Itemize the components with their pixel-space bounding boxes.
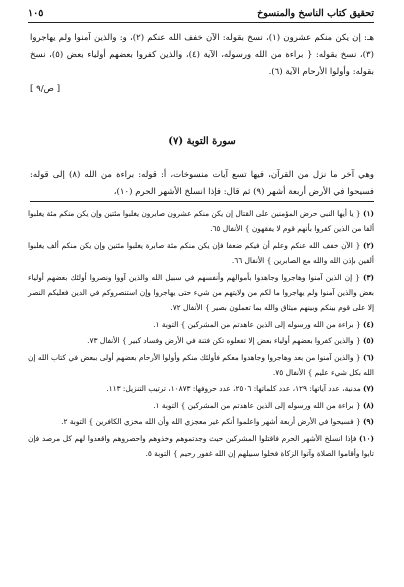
footnote-8: (٨) { براءة من الله ورسوله إلى الذين عاهدتم من المشركين } التوبة ١.: [153, 400, 374, 410]
footnote-divider: [30, 201, 374, 202]
footnotes: [28, 206, 374, 463]
footnote-3: (٣) { إن الذين آمنوا وهاجروا وجاهدوا بأموالهم وأنفسهم في سبيل الله والذين آووا ونصروا أولئك بعضهم أولياء بعض والذين آمنوا ولم يهاجروا ما لكم من ولايتهم من شيء حتى يهاجروا وإن استنصروكم في الدين فعليكم النصر إلا على قوم بينكم وبينهم ميثاق والله بما تعملون بصير } الأنفال ٧٢.: [28, 272, 374, 313]
footnote-1: (١) { يا أيها النبي حرض المؤمنين على القتال إن يكن منكم عشرون صابرون يغلبوا مئتين وإن يكن منكم مئة يغلبوا ألفا من الذين كفروا بأنهم قوم لا يفقهون } الأنفال ٦٥.: [28, 209, 374, 234]
page-number: ١٠٥: [28, 7, 44, 19]
footnote-10: (١٠) فإذا انسلخ الأشهر الحرم فاقتلوا المشركين حيث وجدتموهم وخذوهم واحصروهم واقعدوا لهم كل مرصد فإن تابوا وأقاموا الصلاة وآتوا الزكاة فخلوا سبيلهم إن الله غفور رحيم } التوبة ٥.: [28, 433, 374, 459]
running-header: [28, 6, 374, 20]
footnote-5: (٥) { والذين كفروا بعضهم أولياء بعض إلا تفعلوه تكن فتنة في الأرض وفساد كبير } الأنفال ٧٣.: [87, 336, 374, 346]
footnote-9: (٩) { فسيحوا في الأرض أربعة أشهر واعلموا أنكم غير معجزي الله وأن الله مخزي الكافرين } التوبة ٢.: [61, 417, 374, 427]
footnote-7: (٧) مدنية، عدد آياتها: ١٢٩، عدد كلماتها: ٢٥٠٦، عدد حروفها: ١٠٨٧٣، ترتيب التنزيل: ١١٣.: [106, 384, 374, 394]
main-text: [30, 30, 374, 98]
footnote-4: (٤) { براءة من الله ورسوله إلى الذين عاهدتم من المشركين } التوبة ١.: [153, 319, 374, 329]
footnote-6: (٦) { والذين آمنوا من بعد وهاجروا وجاهدوا معكم فأولئك منكم وأولوا الأرحام بعضهم أولى ببعض في كتاب الله إن الله بكل شيء عليم } الأنفال ٧٥.: [28, 352, 374, 378]
surah-heading: سورة التوبة (٧): [168, 136, 236, 147]
running-title: تحقيق كتاب الناسخ والمنسوخ: [257, 7, 374, 19]
footnote-2: (٢) { الآن خفف الله عنكم وعلم أن فيكم ضعفا فإن يكن منكم مئة صابرة يغلبوا مئتين وإن يكن منكم ألف يغلبوا ألفين بإذن الله والله مع الصابرين } الأنفال ٦٦.: [28, 240, 374, 266]
paragraph-tawba: وهي آخر ما نزل من القرآن، فيها تسع آيات منسوخات، أ: قوله: براءة من الله (٨) إلى قوله: فسيحوا في الأرض أربعة أشهر (٩) ثم قال: فإذا انسلخ الأشهر الحرم (١٠)،: [30, 169, 375, 197]
header-divider: [28, 22, 374, 23]
paragraph-abrogation: هـ: إن يكن منكم عشرون (١)، نسخ بقوله: الآن خفف الله عنكم (٢)، و: والذين آمنوا ولم يهاجروا (٣)، نسخ بقوله: { براءة من الله ورسوله، الآية (٤)، والذين كفروا بعضهم أولياء بعض (٥)، نسخ بقوله: وأولوا الأرحام الآية (٦).: [30, 33, 374, 77]
page-reference: [ ص/٩ ]: [30, 84, 61, 94]
